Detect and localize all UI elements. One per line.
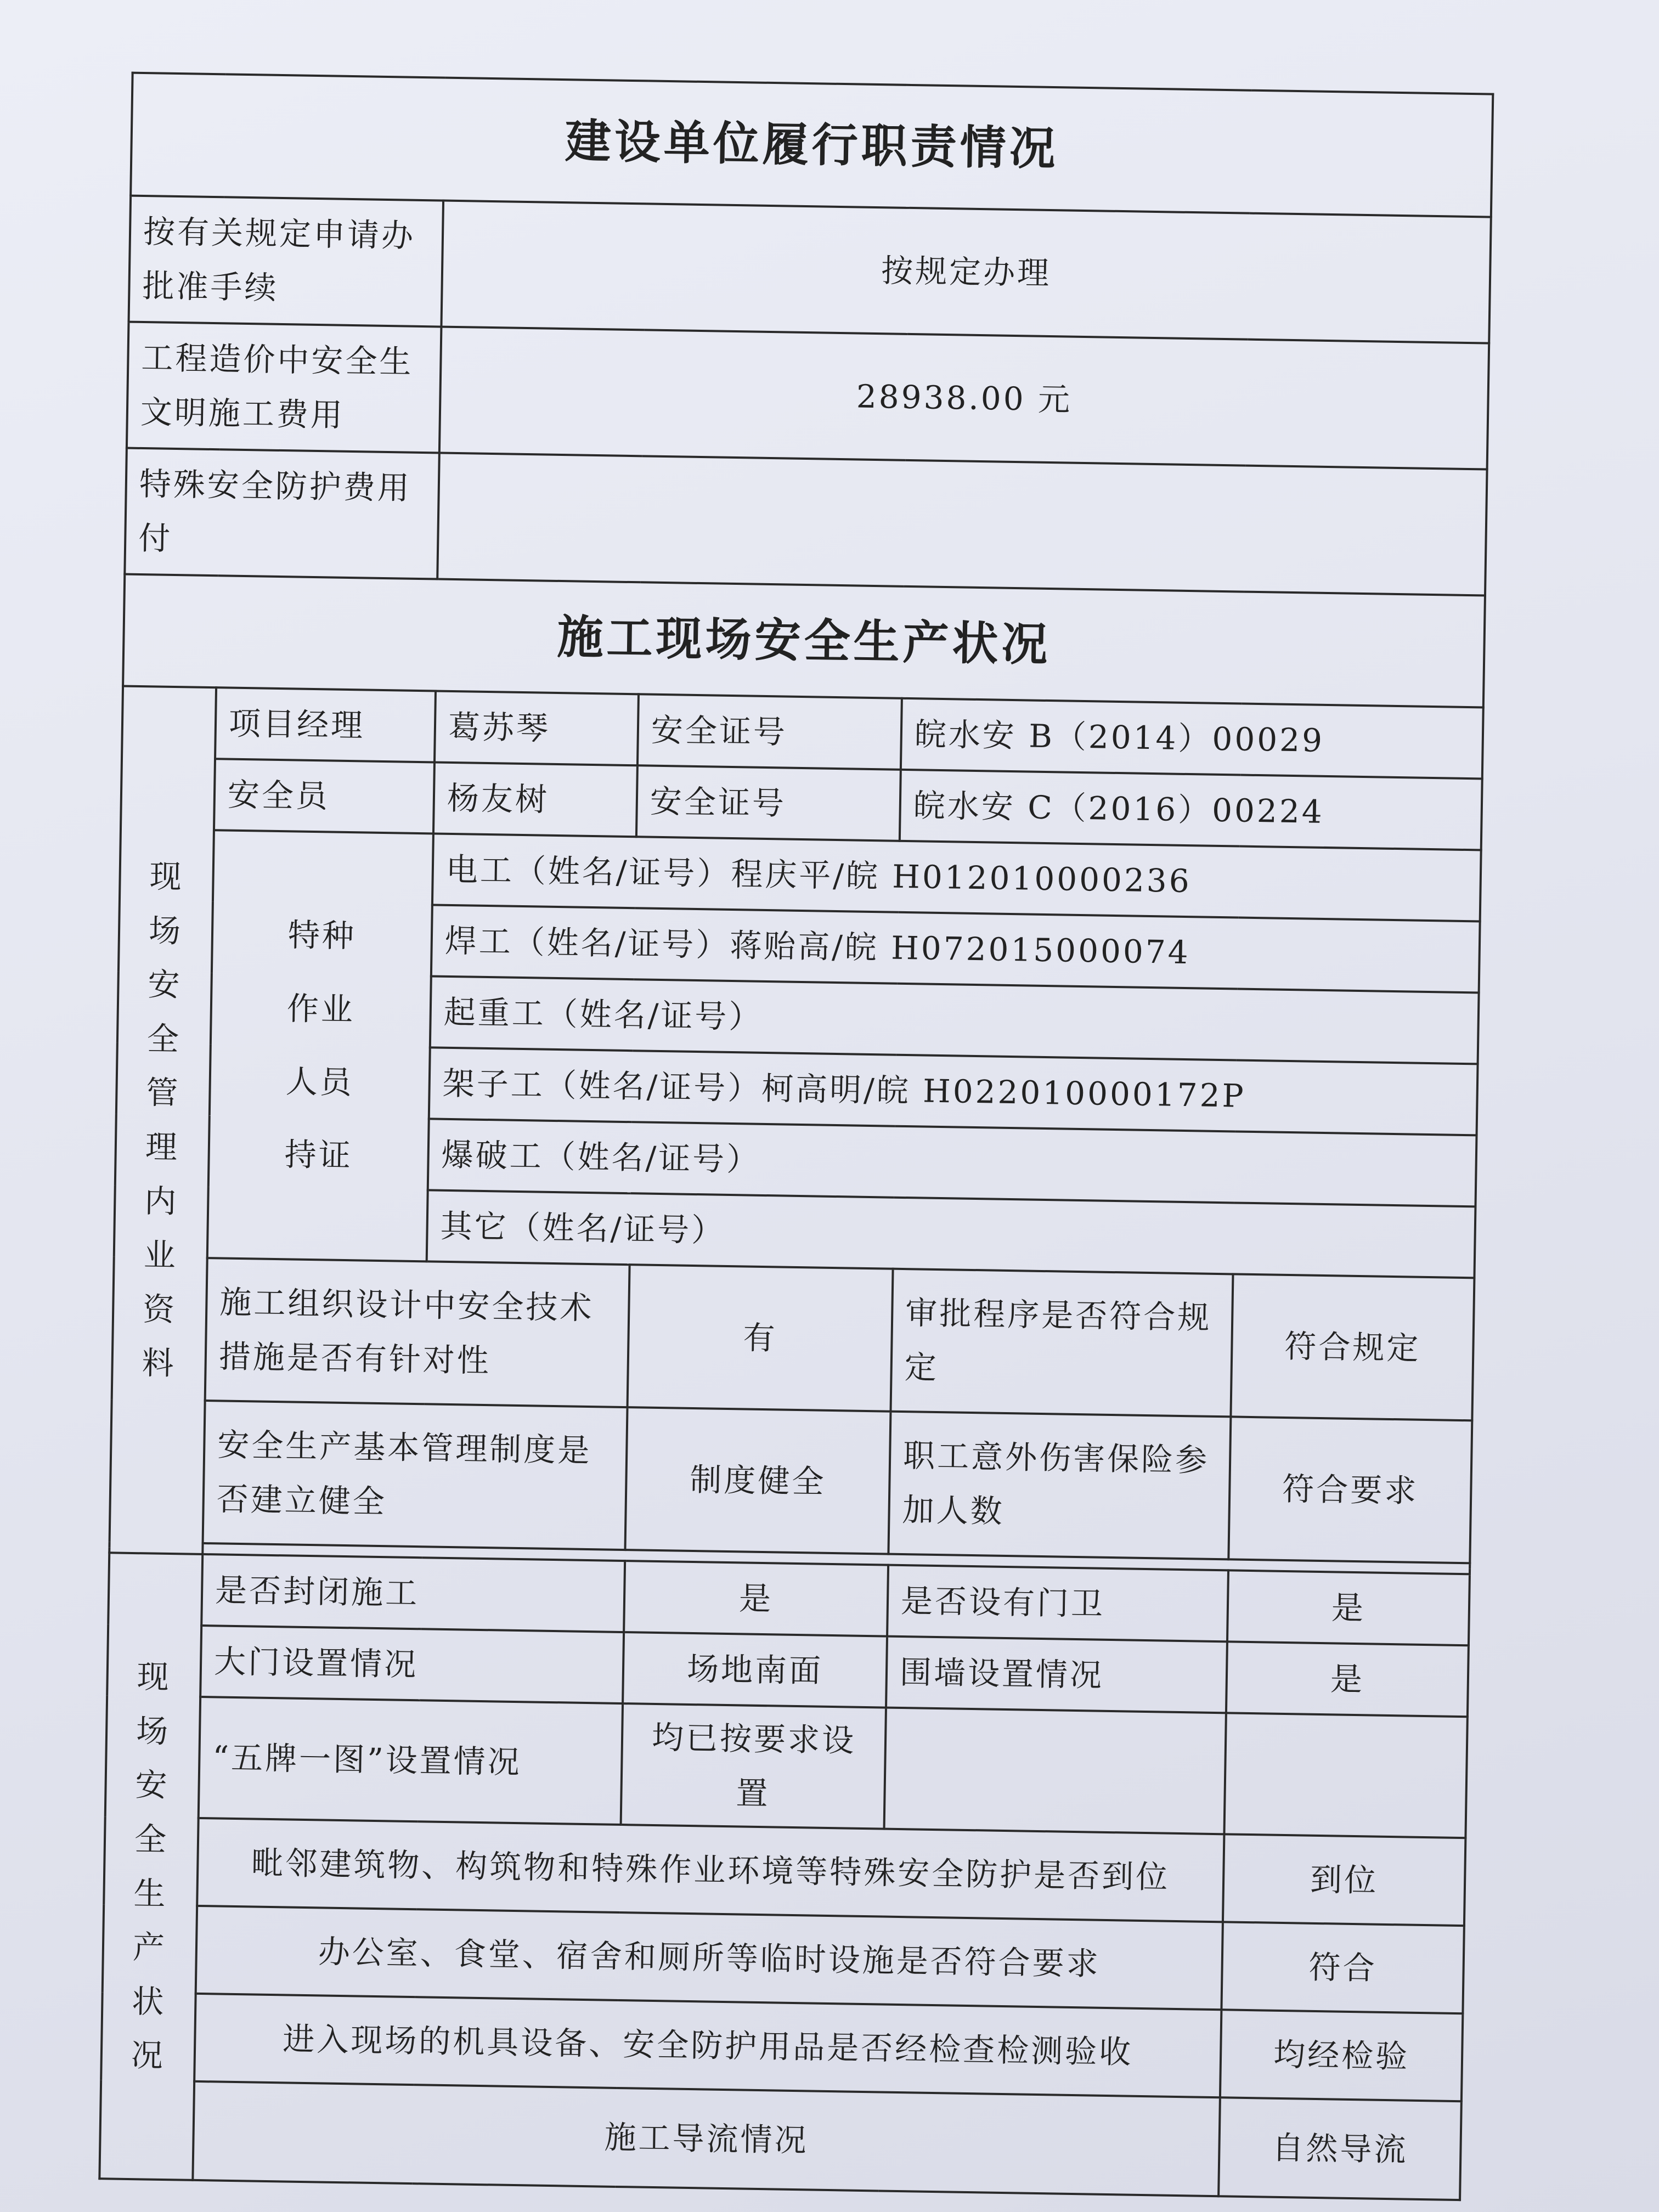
check-answer: 自然导流 xyxy=(1218,2097,1462,2200)
row-label: 按有关规定申请办批准手续 xyxy=(129,196,444,327)
section1-title: 建设单位履行职责情况 xyxy=(131,73,1493,217)
row-value: 按规定办理 xyxy=(441,201,1491,343)
check-answer: 均经检验 xyxy=(1220,2010,1463,2101)
side-label-site: 现 场 安 全 生 产 状 况 xyxy=(99,1553,202,2180)
site-answer: 场地南面 xyxy=(623,1632,887,1708)
row-value: 28938.00 元 xyxy=(439,327,1489,470)
manager-name: 葛苏琴 xyxy=(435,691,639,765)
special-worker: 起重工（姓名/证号） xyxy=(430,976,1479,1064)
site-answer xyxy=(1224,1713,1467,1838)
doc-answer: 制度健全 xyxy=(625,1407,890,1554)
site-question: 大门设置情况 xyxy=(200,1626,624,1703)
site-answer: 均已按要求设置 xyxy=(621,1703,886,1829)
doc-answer: 有 xyxy=(628,1265,893,1412)
side-label-management: 现 场 安 全 管 理 内 业 资 料 xyxy=(109,686,216,1554)
manager-role: 安全员 xyxy=(214,759,435,833)
doc-answer: 符合要求 xyxy=(1228,1417,1472,1563)
section2-title: 施工现场安全生产状况 xyxy=(123,574,1485,708)
check-question: 施工导流情况 xyxy=(193,2081,1220,2196)
check-question: 进入现场的机具设备、安全防护用品是否经检查检测验收 xyxy=(194,1994,1221,2097)
row-label: 工程造价中安全生文明施工费用 xyxy=(127,322,442,453)
manager-name: 杨友树 xyxy=(433,762,637,837)
row-label: 特殊安全防护费用付 xyxy=(125,448,439,579)
site-answer: 是 xyxy=(624,1561,888,1637)
safety-form-table xyxy=(98,72,1494,2202)
cert-number: 皖水安 B（2014）00029 xyxy=(901,698,1483,779)
special-worker: 电工（姓名/证号）程庆平/皖 H012010000236 xyxy=(432,833,1481,921)
special-workers-label: 特种 作业 人员 持证 xyxy=(207,830,433,1261)
doc-answer: 符合规定 xyxy=(1231,1274,1474,1420)
cert-label: 安全证号 xyxy=(636,765,901,841)
manager-role: 项目经理 xyxy=(215,687,436,762)
site-answer: 是 xyxy=(1227,1570,1470,1645)
check-question: 办公室、食堂、宿舍和厕所等临时设施是否符合要求 xyxy=(196,1906,1223,2010)
check-answer: 到位 xyxy=(1223,1834,1465,1926)
site-question xyxy=(884,1708,1226,1835)
doc-question: 施工组织设计中安全技术措施是否有针对性 xyxy=(205,1258,630,1407)
site-question: 是否设有门卫 xyxy=(887,1565,1228,1642)
special-worker: 其它（姓名/证号） xyxy=(427,1190,1476,1278)
check-answer: 符合 xyxy=(1221,1922,1464,2013)
cert-label: 安全证号 xyxy=(637,694,902,770)
special-worker: 架子工（姓名/证号）柯高明/皖 H022010000172P xyxy=(429,1047,1478,1135)
site-question: “五牌一图”设置情况 xyxy=(199,1697,623,1825)
doc-question: 职工意外伤害保险参加人数 xyxy=(888,1412,1231,1560)
cert-number: 皖水安 C（2016）00224 xyxy=(900,770,1482,850)
site-question: 围墙设置情况 xyxy=(886,1637,1227,1713)
doc-question: 审批程序是否符合规定 xyxy=(890,1269,1233,1417)
special-worker: 焊工（姓名/证号）蒋贻高/皖 H072015000074 xyxy=(431,905,1480,992)
site-question: 是否封闭施工 xyxy=(201,1554,625,1632)
check-question: 毗邻建筑物、构筑物和特殊作业环境等特殊安全防护是否到位 xyxy=(197,1818,1224,1922)
site-answer: 是 xyxy=(1226,1641,1469,1717)
row-value xyxy=(437,453,1487,596)
special-worker: 爆破工（姓名/证号） xyxy=(428,1119,1477,1206)
doc-question: 安全生产基本管理制度是否建立健全 xyxy=(203,1401,628,1550)
form-sheet xyxy=(76,60,1514,2200)
